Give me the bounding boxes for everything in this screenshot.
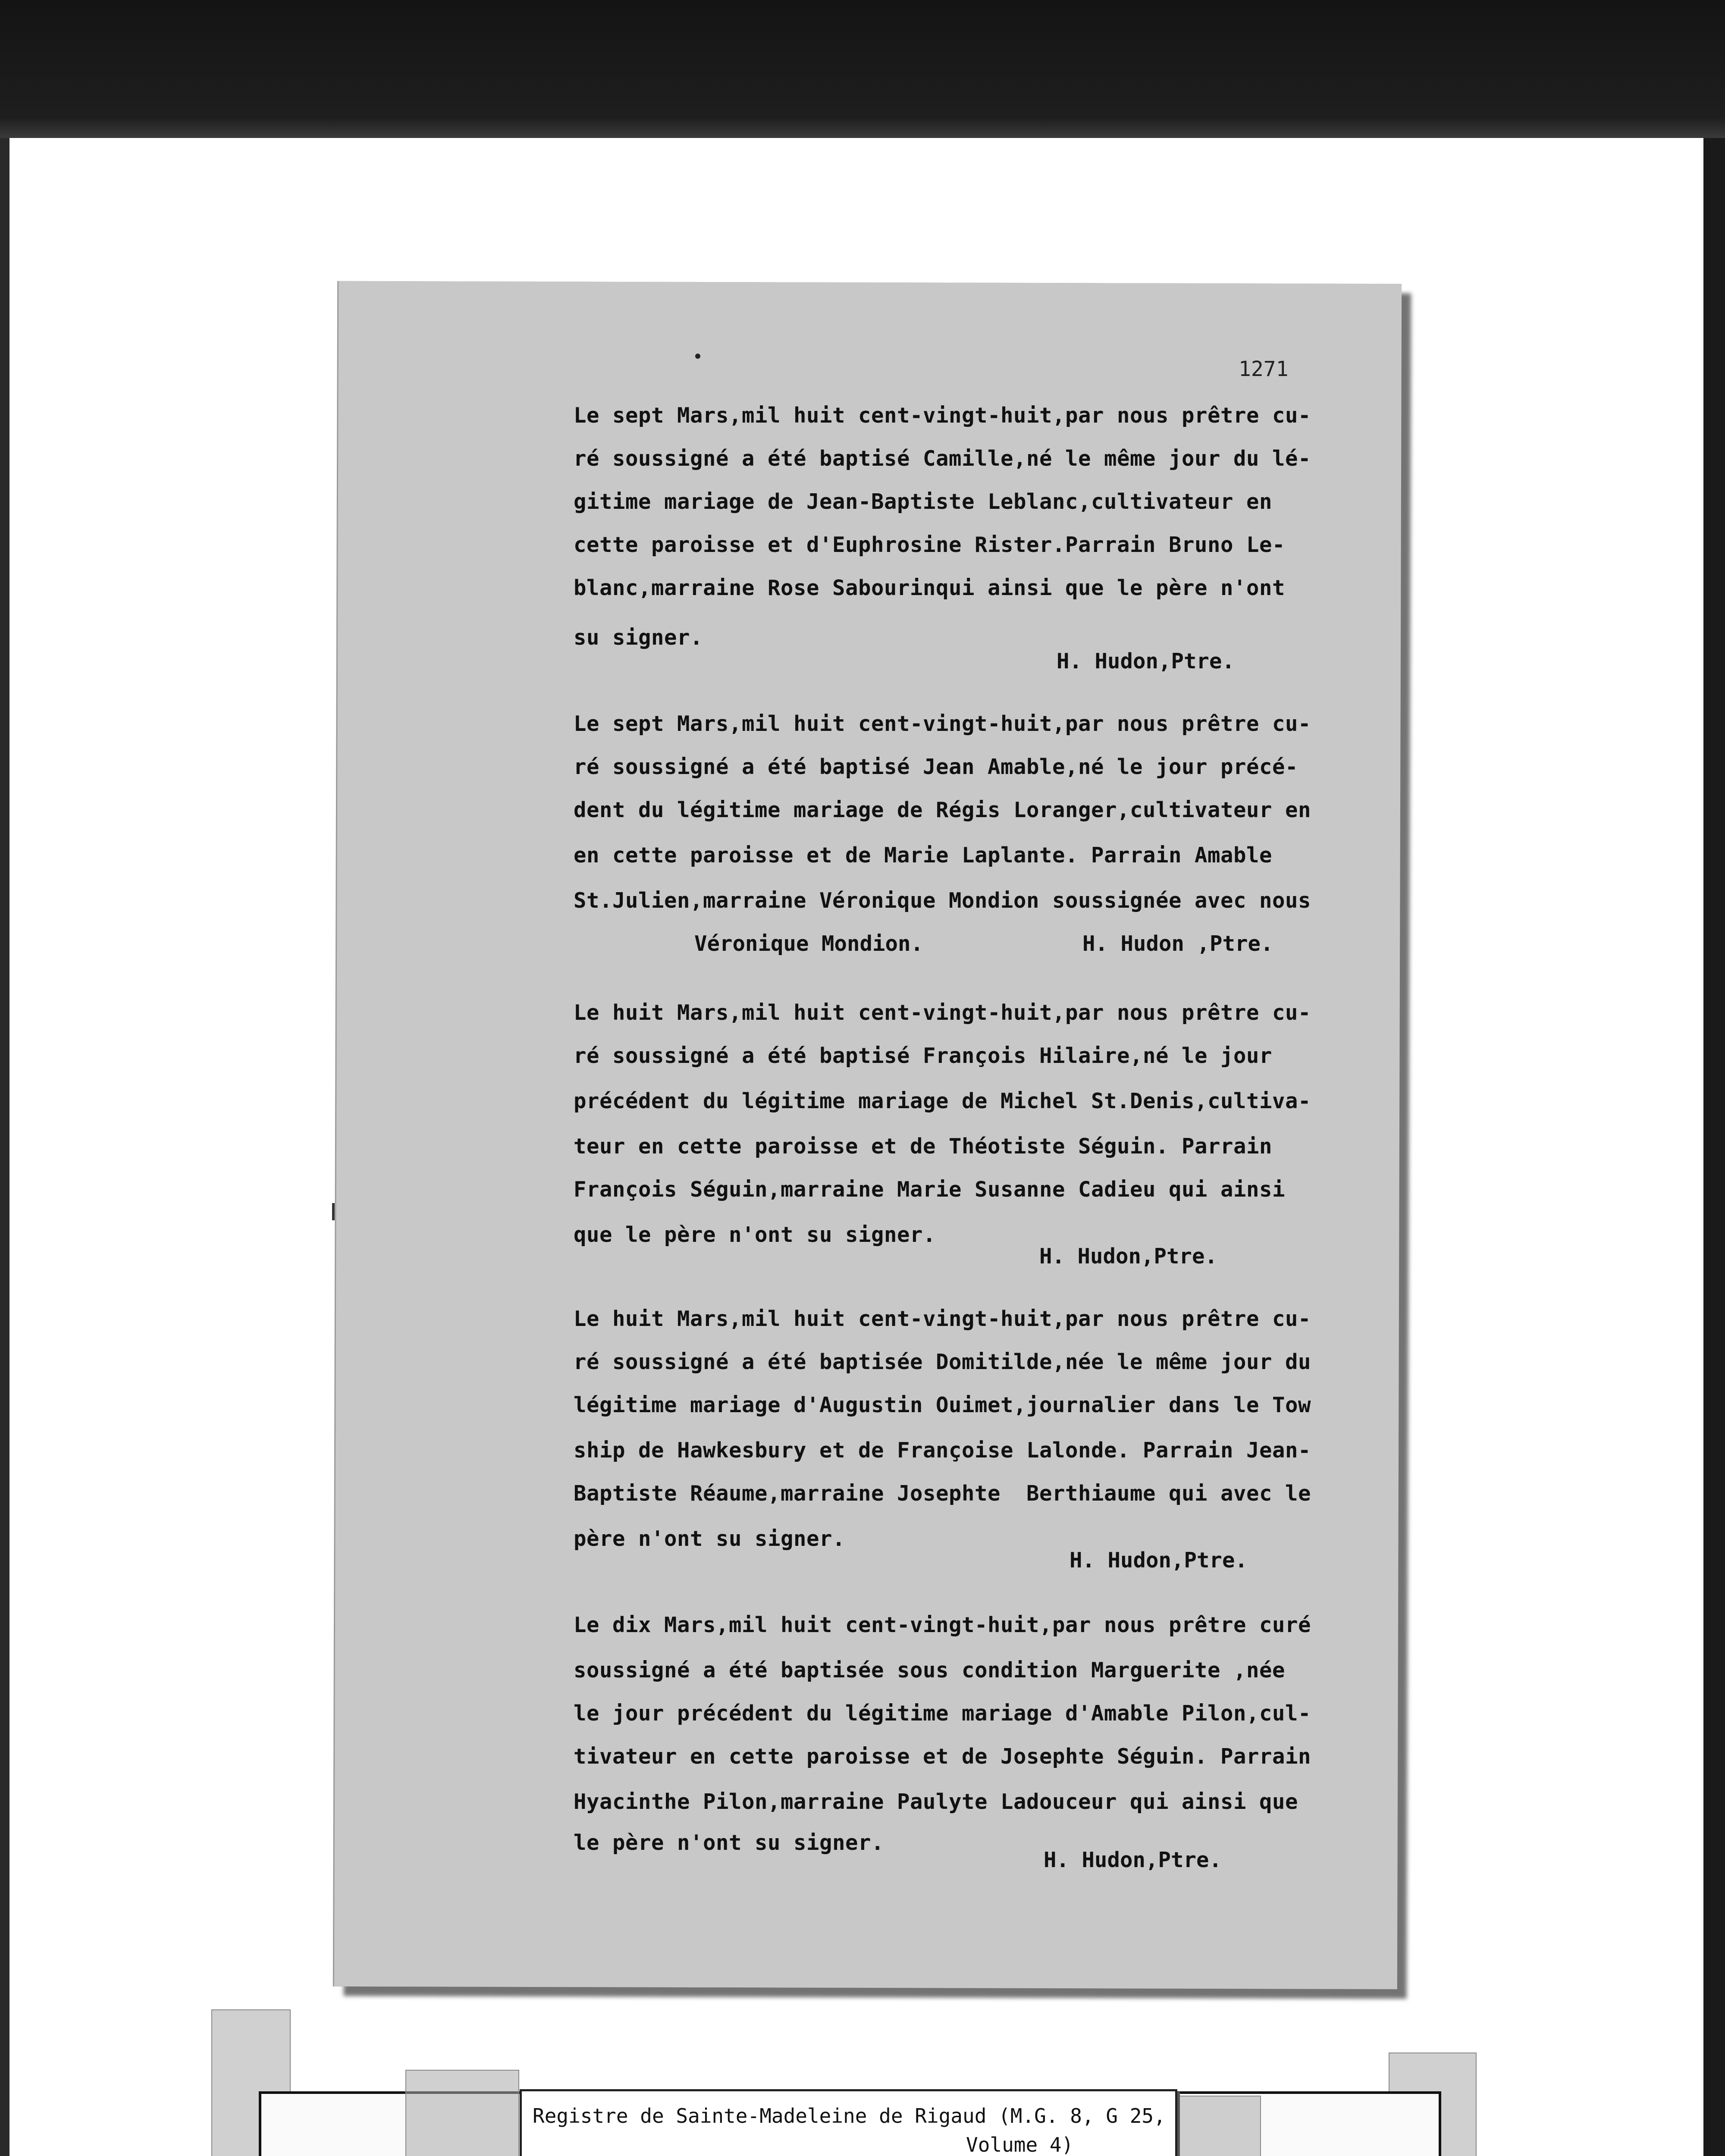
record-1-line-5: blanc,marraine Rose Sabourinqui ainsi que le père n'ont	[574, 576, 1286, 600]
record-5-line-6: le père n'ont su signer.	[574, 1830, 884, 1855]
reference-line-2: Volume 4)	[966, 2133, 1074, 2156]
record-2-witness: Véronique Mondion.	[694, 931, 924, 956]
record-2-line-4: en cette paroisse et de Marie Laplante. Parrain Amable	[574, 843, 1273, 868]
reference-line-1: Registre de Sainte-Madeleine de Rigaud (M.G. 8, G 25,	[533, 2104, 1166, 2128]
record-5-line-3: le jour précédent du légitime mariage d'Amable Pilon,cul-	[574, 1701, 1311, 1726]
record-5-line-5: Hyacinthe Pilon,marraine Paulyte Ladouceur qui ainsi que	[574, 1789, 1298, 1814]
record-4-line-1: Le huit Mars,mil huit cent-vingt-huit,par nous prêtre cu-	[574, 1307, 1311, 1331]
record-5-line-2: soussigné a été baptisée sous condition Marguerite ,née	[574, 1658, 1286, 1683]
record-3-line-5: François Séguin,marraine Marie Susanne Cadieu qui ainsi	[574, 1177, 1286, 1202]
mark-left	[332, 1203, 335, 1220]
record-1-line-1: Le sept Mars,mil huit cent-vingt-huit,par nous prêtre cu-	[574, 403, 1311, 428]
record-3-signature: H. Hudon,Ptre.	[1039, 1244, 1218, 1269]
record-2-line-1: Le sept Mars,mil huit cent-vingt-huit,par nous prêtre cu-	[574, 711, 1311, 736]
record-3-line-2: ré soussigné a été baptisé François Hilaire,né le jour	[574, 1044, 1273, 1068]
record-2-signature: H. Hudon ,Ptre.	[1082, 931, 1273, 956]
record-5-line-4: tivateur en cette paroisse et de Josephte Séguin. Parrain	[574, 1744, 1311, 1769]
record-2-line-3: dent du légitime mariage de Régis Loranger,cultivateur en	[574, 798, 1311, 822]
record-4-line-5: Baptiste Réaume,marraine Josephte Berthiaume qui avec le	[574, 1481, 1311, 1506]
record-4-line-4: ship de Hawkesbury et de Françoise Lalonde. Parrain Jean-	[574, 1438, 1311, 1463]
record-4-line-2: ré soussigné a été baptisée Domitilde,née le même jour du	[574, 1350, 1311, 1374]
record-2-line-2: ré soussigné a été baptisé Jean Amable,né le jour précé-	[574, 755, 1298, 779]
record-4-signature: H. Hudon,Ptre.	[1070, 1548, 1248, 1573]
record-1-line-2: ré soussigné a été baptisé Camille,né le même jour du lé-	[574, 446, 1311, 471]
page-number: 1271	[1239, 357, 1289, 381]
record-3-line-6: que le père n'ont su signer.	[574, 1222, 936, 1247]
record-1-line-6: su signer.	[574, 625, 703, 650]
tape-piece-1	[405, 2070, 519, 2156]
record-4-line-6: père n'ont su signer.	[574, 1526, 846, 1551]
page-dot	[695, 354, 700, 359]
record-1-line-3: gitime mariage de Jean-Baptiste Leblanc,cultivateur en	[574, 489, 1273, 514]
record-5-signature: H. Hudon,Ptre.	[1044, 1848, 1222, 1872]
record-1-signature: H. Hudon,Ptre.	[1057, 649, 1235, 674]
record-2-line-5: St.Julien,marraine Véronique Mondion soussignée avec nous	[574, 888, 1311, 913]
film-border-right	[1703, 138, 1725, 2156]
film-border-top	[0, 0, 1725, 138]
record-3-line-3: précédent du légitime mariage de Michel St.Denis,cultiva-	[574, 1089, 1311, 1113]
record-3-line-1: Le huit Mars,mil huit cent-vingt-huit,par nous prêtre cu-	[574, 1000, 1311, 1025]
record-3-line-4: teur en cette paroisse et de Théotiste Séguin. Parrain	[574, 1134, 1273, 1159]
record-4-line-3: légitime mariage d'Augustin Ouimet,journalier dans le Tow	[574, 1393, 1311, 1417]
record-1-line-4: cette paroisse et d'Euphrosine Rister.Parrain Bruno Le-	[574, 533, 1286, 557]
record-5-line-1: Le dix Mars,mil huit cent-vingt-huit,par nous prêtre curé	[574, 1613, 1311, 1637]
film-border-left	[0, 138, 9, 2156]
